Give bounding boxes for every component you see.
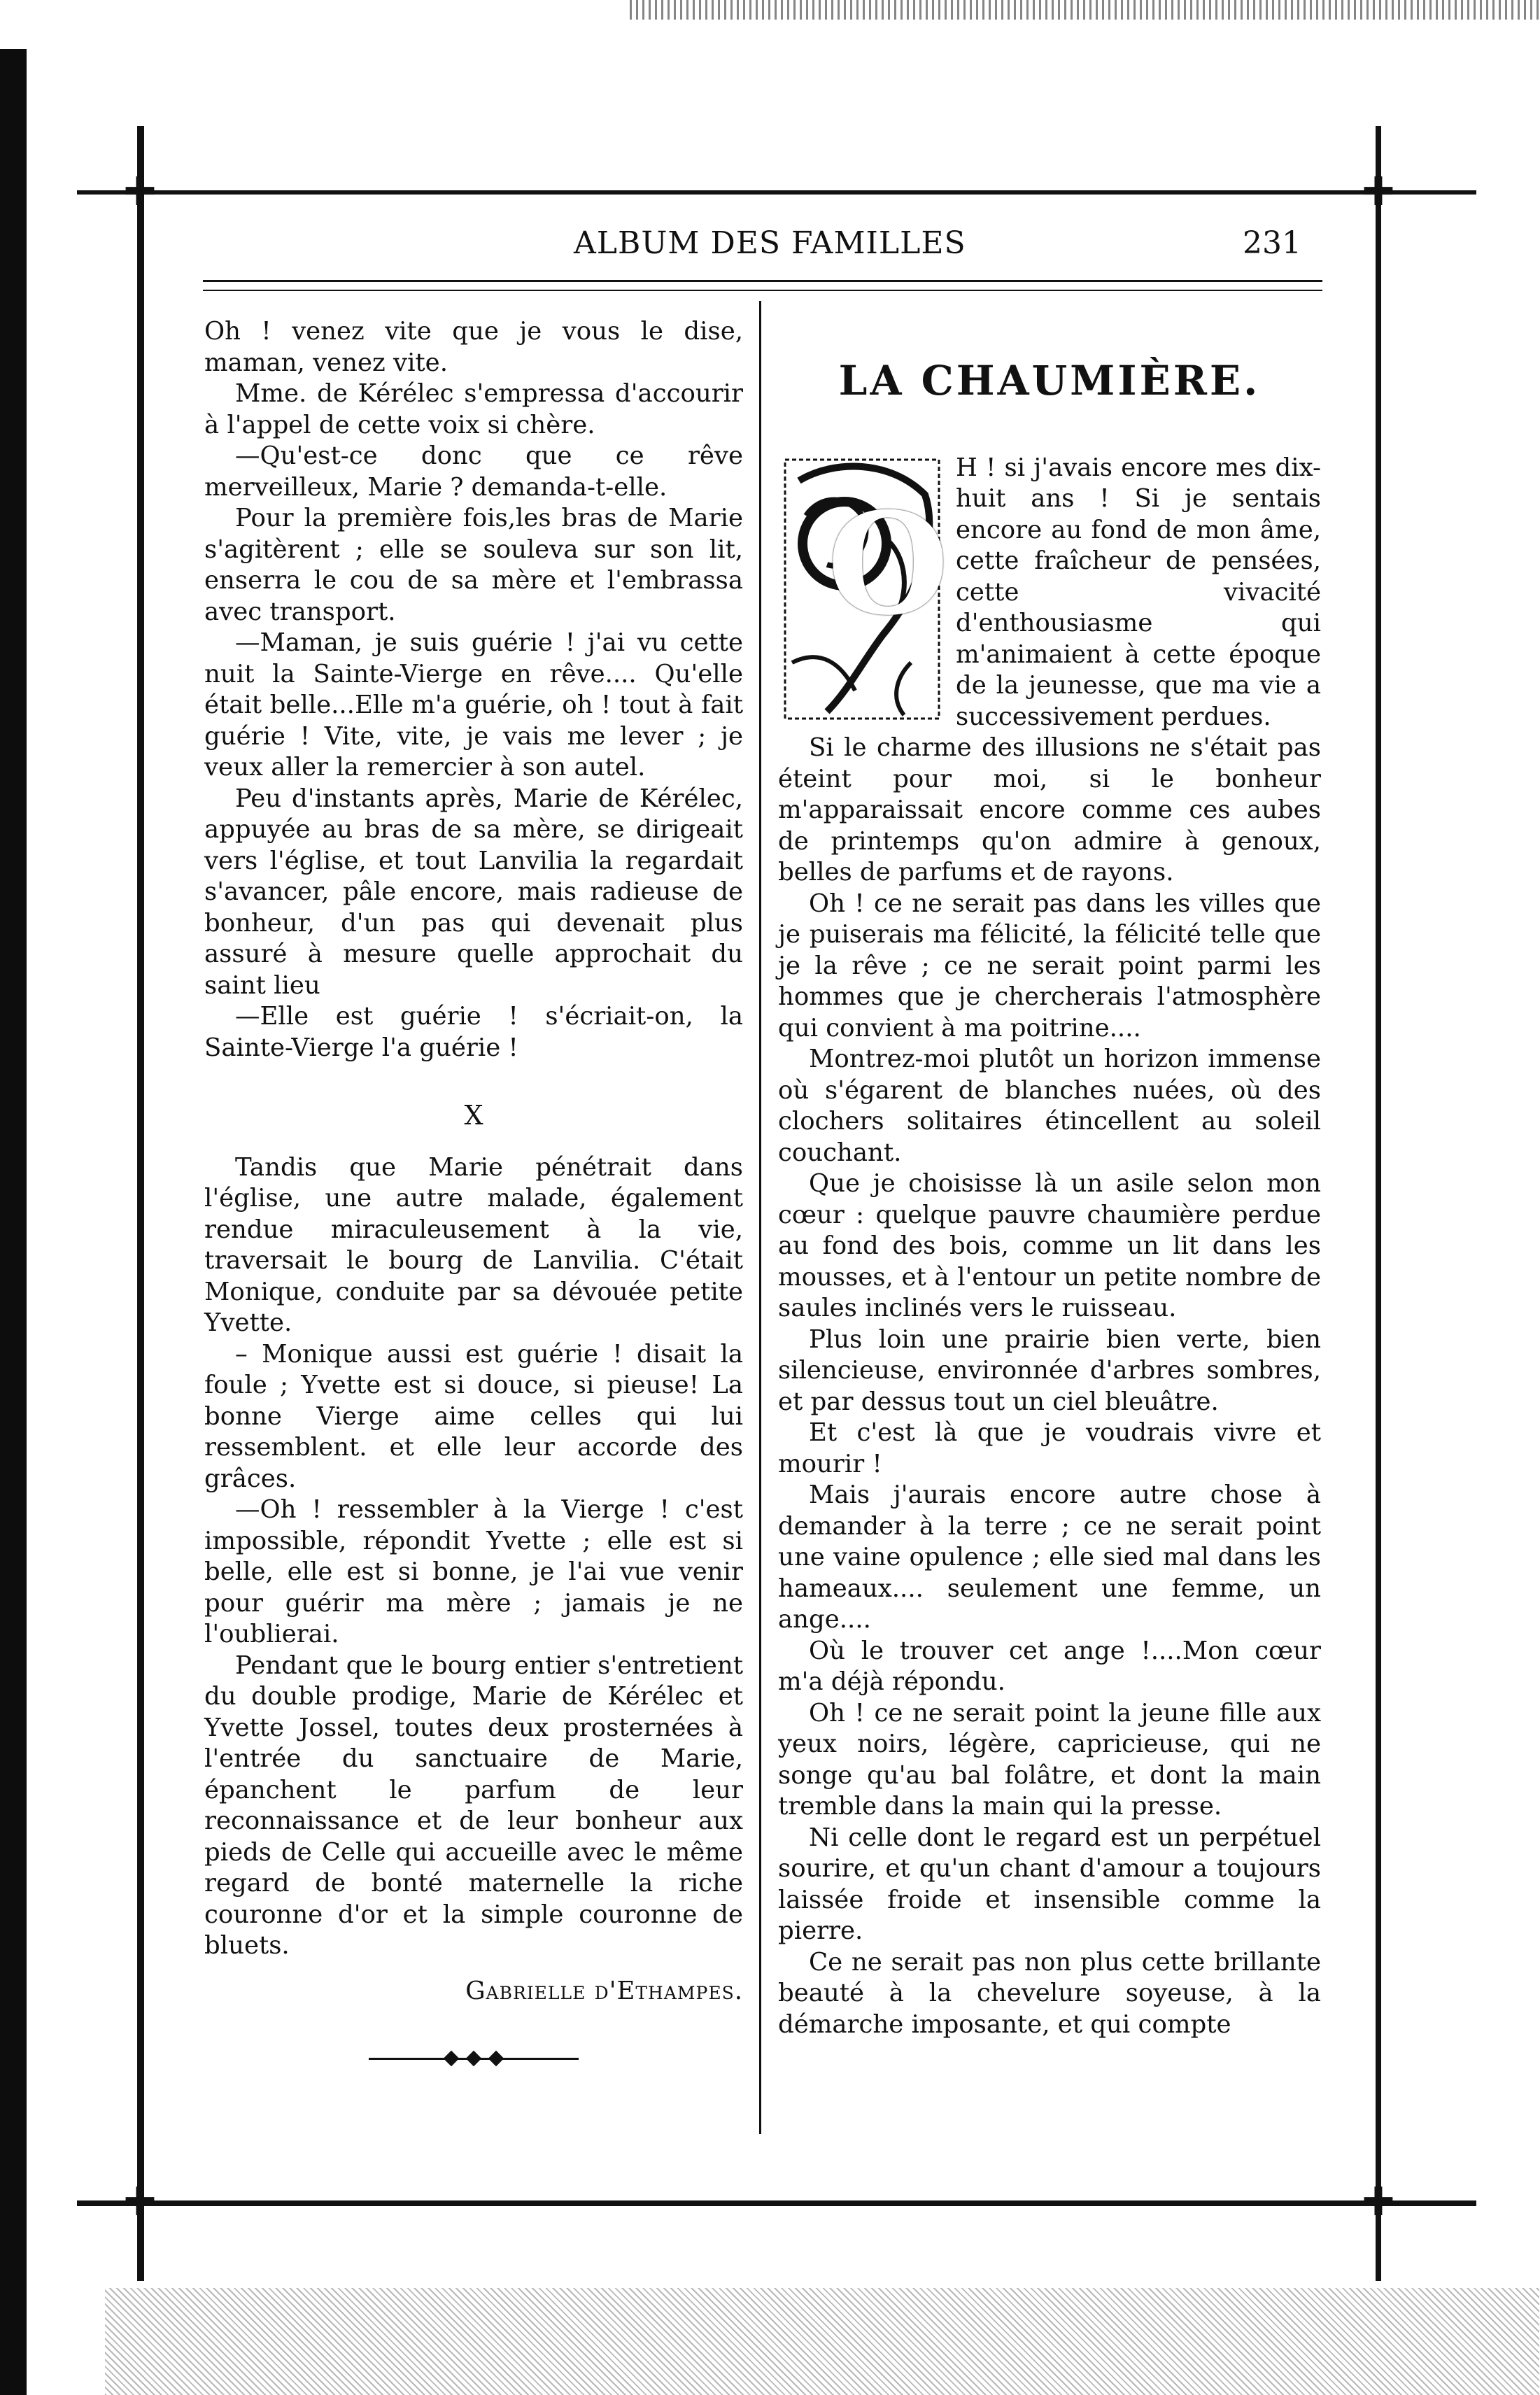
binding-edge bbox=[0, 49, 27, 2395]
story-title: LA CHAUMIÈRE. bbox=[838, 357, 1261, 404]
header-rule bbox=[203, 290, 1322, 291]
corner-ornament-icon: ✚ bbox=[1362, 169, 1395, 215]
paragraph: Oh ! venez vite que je vous le dise, maman, venez vite. bbox=[204, 317, 743, 377]
paragraph: —Oh ! ressembler à la Vierge ! c'est impossible, répondit Yvette ; elle est si belle, elle est si bonne, je l'ai vue venir pour guérir ma mère ; jamais je ne l'oublierai. bbox=[204, 1495, 743, 1648]
scan-noise-bottom bbox=[105, 2288, 1539, 2395]
paragraph: Tandis que Marie pénétrait dans l'église, une autre malade, également rendue miraculeusement à la vie, traversait le bourg de Lanvilia. C'était Monique, conduite par sa dévouée petite Yvette. bbox=[204, 1152, 743, 1337]
paragraph: Oh ! ce ne serait point la jeune fille aux yeux noirs, légère, capricieuse, qui ne songe qu'au bal folâtre, et dont la main tremble dans la main qui la presse. bbox=[778, 1698, 1321, 1821]
paragraph: Pendant que le bourg entier s'entretient du double prodige, Marie de Kérélec et Yvette Jossel, toutes deux prosternées à l'entrée du sanctuaire de Marie, épanchent le parfum de leur reconnaissance et de leur bonheur aux pieds de Celle qui accueille avec le même regard de bonté maternelle la riche couronne d'or et la simple couronne de bluets. bbox=[204, 1651, 743, 1960]
paragraph: Que je choisisse là un asile selon mon cœur : quelque pauvre chaumière perdue au fond des bois, comme un lit dans les mousses, et à l'entour un petite nombre de saules inclinés vers le ruisseau. bbox=[778, 1169, 1321, 1322]
corner-ornament-icon: ✚ bbox=[1362, 2179, 1395, 2225]
scan-noise-top bbox=[630, 0, 1540, 20]
paragraph: Mais j'aurais encore autre chose à demander à la terre ; ce ne serait point une vaine opulence ; elle sied mal dans les hameaux.... seulement une femme, un ange.... bbox=[778, 1481, 1321, 1634]
column-divider bbox=[759, 301, 761, 2134]
header-rule bbox=[203, 280, 1322, 282]
corner-ornament-icon: ✚ bbox=[123, 169, 157, 215]
paragraph: Et c'est là que je voudrais vivre et mourir ! bbox=[778, 1418, 1321, 1478]
right-column bbox=[778, 316, 1321, 2040]
running-head bbox=[210, 225, 1315, 267]
paragraph: Plus loin une prairie bien verte, bien silencieuse, environnée d'arbres sombres, et par dessus tout un ciel bleuâtre. bbox=[778, 1324, 1321, 1416]
paragraph: Ni celle dont le regard est un perpétuel sourire, et qu'un chant d'amour a toujours laissée froide et insensible comme la pierre. bbox=[778, 1823, 1321, 1945]
left-column bbox=[204, 316, 743, 2070]
paragraph: Si le charme des illusions ne s'était pas éteint pour moi, si le bonheur m'apparaissait encore comme ces aubes de printemps qu'on admire à genoux, belles de parfums et de rayons. bbox=[778, 733, 1321, 886]
author-signature: Gabrielle d'Ethampes. bbox=[465, 1976, 743, 2005]
paragraph: Peu d'instants après, Marie de Kérélec, appuyée au bras de sa mère, se dirigeait vers l'église, et tout Lanvilia la regardait s'avancer, pâle encore, mais radieuse de bonheur, d'un pas qui devenait plus assuré à mesure quelle approchait du saint lieu bbox=[204, 784, 743, 1000]
paragraph: H ! si j'avais encore mes dix-huit ans ! Si je sentais encore au fond de mon âme, cette fraîcheur de pensées, cette vivacité d'enthousiasme qui m'animaient à cette époque de la jeunesse, que ma vie a successivement perdues. bbox=[956, 453, 1321, 731]
paragraph: Où le trouver cet ange !....Mon cœur m'a déjà répondu. bbox=[778, 1636, 1321, 1696]
journal-title: ALBUM DES FAMILLES bbox=[574, 225, 966, 261]
paragraph: Montrez-moi plutôt un horizon immense où s'égarent de blanches nuées, où des clochers solitaires étincellent au soleil couchant. bbox=[778, 1045, 1321, 1167]
corner-ornament-icon: ✚ bbox=[123, 2179, 157, 2225]
dropcap-letter: O bbox=[827, 481, 949, 647]
frame-top-rule bbox=[77, 190, 1476, 195]
page-number: 231 bbox=[1243, 225, 1301, 261]
frame-right-rule bbox=[1376, 126, 1381, 2281]
frame-left-rule bbox=[137, 126, 144, 2281]
paragraph: Ce ne serait pas non plus cette brillante beauté à la chevelure soyeuse, à la démarche imposante, et qui compte bbox=[778, 1947, 1321, 2039]
frame-bottom-rule bbox=[77, 2200, 1476, 2206]
paragraph: —Qu'est-ce donc que ce rêve merveilleux, Marie ? demanda-t-elle. bbox=[204, 441, 743, 502]
paragraph: Pour la première fois,les bras de Marie s'agitèrent ; elle se souleva sur son lit, enserra le cou de sa mère et l'embrassa avec transport. bbox=[204, 504, 743, 626]
paragraph: Mme. de Kérélec s'empressa d'accourir à l'appel de cette voix si chère. bbox=[204, 379, 743, 439]
end-ornament bbox=[369, 2049, 579, 2070]
paragraph: – Monique aussi est guérie ! disait la foule ; Yvette est si douce, si pieuse! La bonne Vierge aime celles qui lui ressemblent. et elle leur accorde des grâces. bbox=[204, 1339, 743, 1493]
section-number: X bbox=[464, 1100, 483, 1131]
dropcap-ornament bbox=[778, 453, 949, 726]
paragraph: Oh ! ce ne serait pas dans les villes que je puiserais ma félicité, la félicité telle que je la rêve ; ce ne serait point parmi les hommes que je chercherais l'atmosphère qui convient à ma poitrine.... bbox=[778, 889, 1321, 1043]
paragraph: —Elle est guérie ! s'écriait-on, la Sainte-Vierge l'a guérie ! bbox=[204, 1002, 743, 1062]
paragraph: —Maman, je suis guérie ! j'ai vu cette nuit la Sainte-Vierge en rêve.... Qu'elle était belle...Elle m'a guérie, oh ! tout à fait guérie ! Vite, vite, je vais me lever ; je veux aller la remercier à son autel. bbox=[204, 628, 743, 782]
